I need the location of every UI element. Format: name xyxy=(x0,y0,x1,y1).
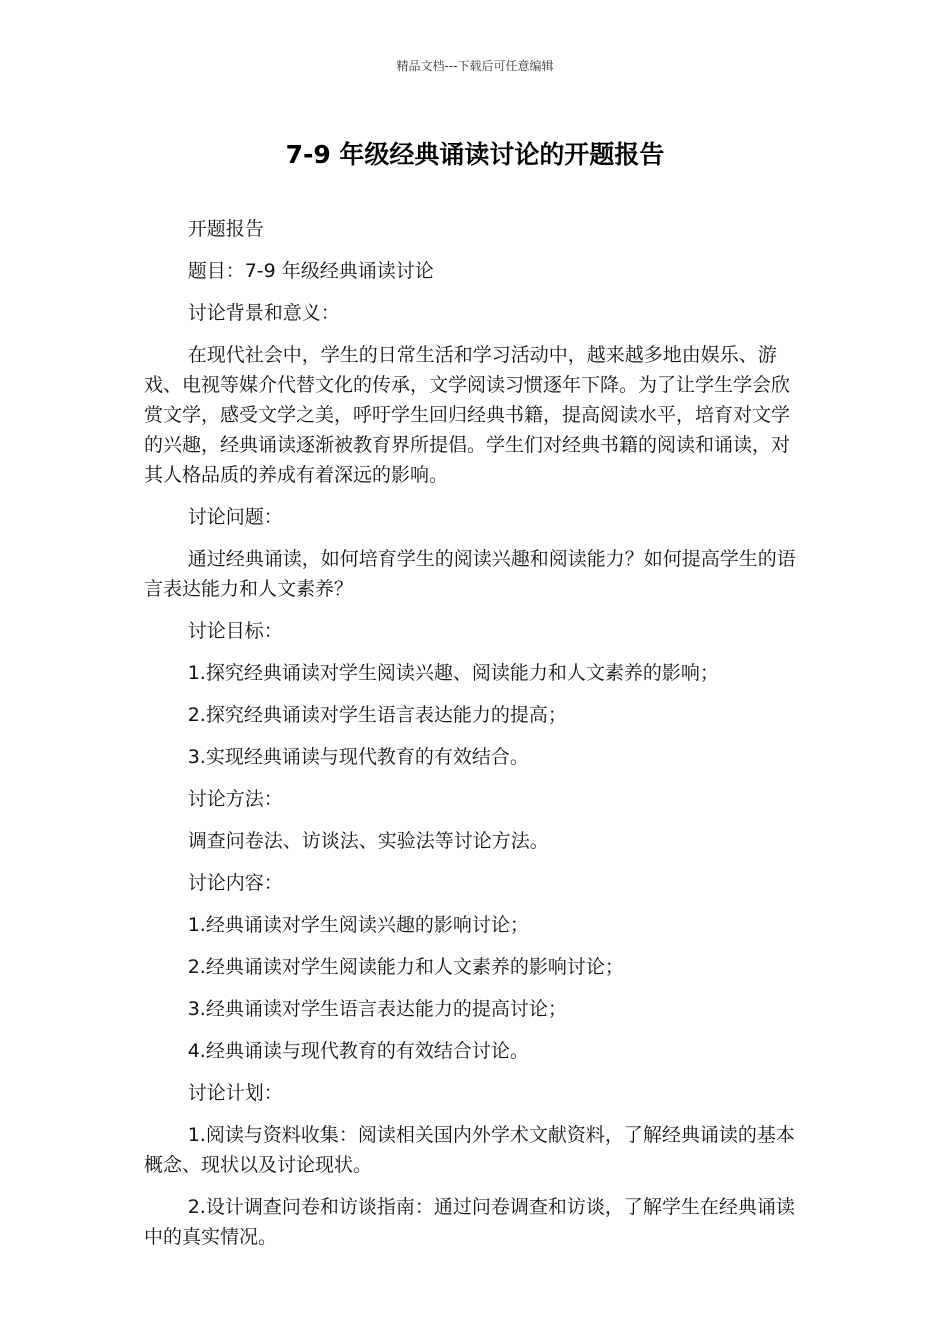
document-title: 7-9 年级经典诵读讨论的开题报告 xyxy=(285,140,665,169)
document-body xyxy=(144,214,804,1264)
heading-methods: 讨论方法： xyxy=(187,788,283,810)
plan-item-1: 1.阅读与资料收集：阅读相关国内外学术文献资料，了解经典诵读的基本概念、现状以及讨论现状。 xyxy=(144,1124,795,1176)
goal-item-3: 3.实现经典诵读与现代教育的有效结合。 xyxy=(187,746,529,768)
content-item-4: 4.经典诵读与现代教育的有效结合讨论。 xyxy=(187,1040,529,1062)
paragraph-report-label: 开题报告 xyxy=(187,218,264,240)
content-item-3: 3.经典诵读对学生语言表达能力的提高讨论； xyxy=(187,998,567,1020)
heading-questions: 讨论问题： xyxy=(187,506,283,528)
goal-item-2: 2.探究经典诵读对学生语言表达能力的提高； xyxy=(187,704,567,726)
heading-goals: 讨论目标： xyxy=(187,620,283,642)
paragraph-methods: 调查问卷法、访谈法、实验法等讨论方法。 xyxy=(187,830,549,852)
paragraph-topic: 题目：7-9 年级经典诵读讨论 xyxy=(187,260,434,282)
content-item-2: 2.经典诵读对学生阅读能力和人文素养的影响讨论； xyxy=(187,956,624,978)
content-item-1: 1.经典诵读对学生阅读兴趣的影响讨论； xyxy=(187,914,529,936)
heading-plan: 讨论计划： xyxy=(187,1082,283,1104)
paragraph-questions: 通过经典诵读，如何培育学生的阅读兴趣和阅读能力？如何提高学生的语言表达能力和人文素养？ xyxy=(144,548,796,600)
paragraph-background: 在现代社会中，学生的日常生活和学习活动中，越来越多地由娱乐、游戏、电视等媒介代替文化的传承，文学阅读习惯逐年下降。为了让学生学会欣赏文学，感受文学之美，呼吁学生回归经典书籍，提高阅读水平，培育对文学的兴趣，经典诵读逐渐被教育界所提倡。学生们对经典书籍的阅读和诵读，对其人格品质的养成有着深远的影响。 xyxy=(144,344,791,486)
plan-item-2: 2.设计调查问卷和访谈指南：通过问卷调查和访谈，了解学生在经典诵读中的真实情况。 xyxy=(144,1196,795,1248)
heading-content: 讨论内容： xyxy=(187,872,283,894)
header-note: 精品文档---下载后可任意编辑 xyxy=(396,59,554,73)
heading-background: 讨论背景和意义： xyxy=(187,302,340,324)
goal-item-1: 1.探究经典诵读对学生阅读兴趣、阅读能力和人文素养的影响； xyxy=(187,662,719,684)
